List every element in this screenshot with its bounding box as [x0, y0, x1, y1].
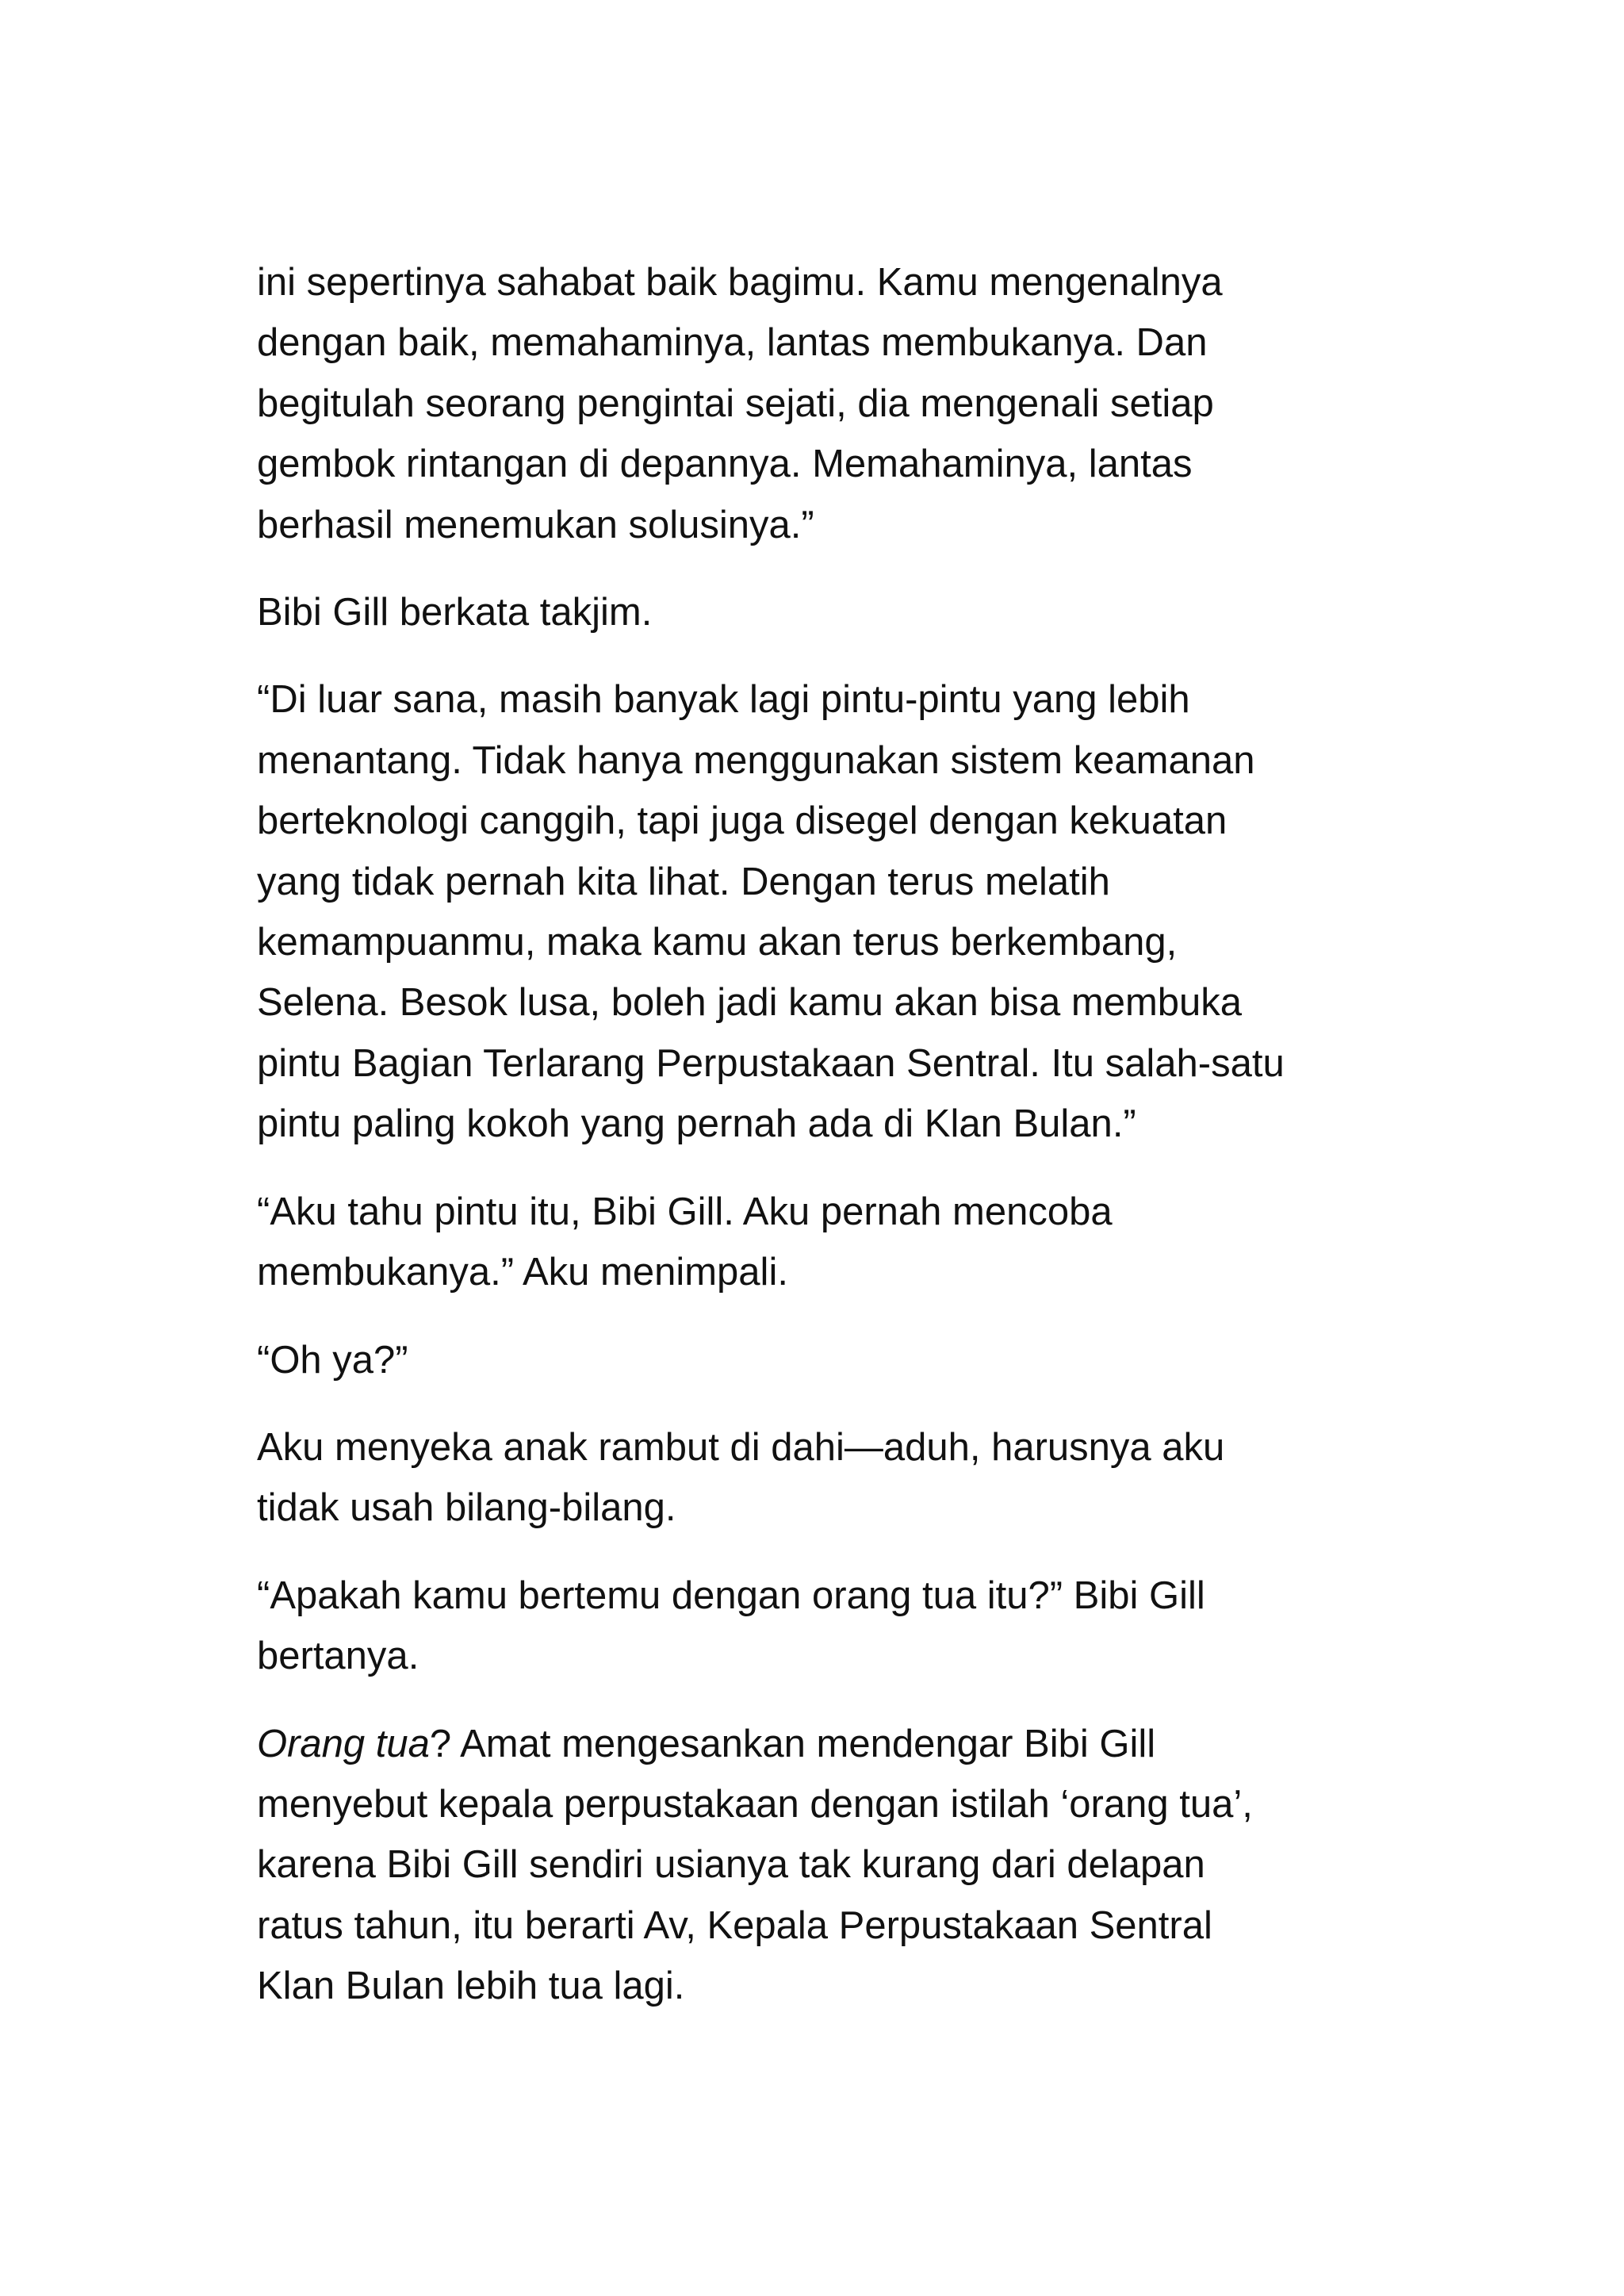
text-line: yang tidak pernah kita lihat. Dengan terus melatih — [257, 860, 1110, 903]
text-line: tidak usah bilang-bilang. — [257, 1486, 676, 1530]
paragraph-6 — [257, 1417, 1399, 1539]
text-span: ? Amat mengesankan mendengar Bibi Gill — [429, 1722, 1156, 1765]
text-line: ratus tahun, itu berarti Av, Kepala Perpustakaan Sentral — [257, 1903, 1212, 1947]
text-line: Selena. Besok lusa, boleh jadi kamu akan bisa membuka — [257, 981, 1243, 1025]
paragraph-4 — [257, 1182, 1399, 1303]
text-line: ini sepertinya sahabat baik bagimu. Kamu mengenalnya — [257, 261, 1223, 304]
text-line: karena Bibi Gill sendiri usianya tak kurang dari delapan — [257, 1843, 1205, 1887]
text-line: begitulah seorang pengintai sejati, dia mengenali setiap — [257, 381, 1214, 425]
text-line: pintu Bagian Terlarang Perpustakaan Sentral. Itu salah-satu — [257, 1041, 1285, 1085]
body-text — [257, 252, 1399, 2044]
text-line: bertanya. — [257, 1635, 419, 1678]
text-line: berhasil menemukan solusinya.” — [257, 503, 814, 546]
text-line: pintu paling kokoh yang pernah ada di Klan Bulan.” — [257, 1102, 1136, 1146]
text-line: “Di luar sana, masih banyak lagi pintu-pintu yang lebih — [257, 678, 1190, 722]
text-line: dengan baik, memahaminya, lantas membukanya. Dan — [257, 321, 1208, 365]
text-line: Bibi Gill berkata takjim. — [257, 591, 653, 634]
text-line: menantang. Tidak hanya menggunakan sistem keamanan — [257, 738, 1255, 782]
text-line: “Apakah kamu bertemu dengan orang tua itu?” Bibi Gill — [257, 1573, 1205, 1617]
paragraph-3 — [257, 669, 1399, 1154]
text-line: gembok rintangan di depannya. Memahaminya, lantas — [257, 443, 1193, 486]
text-line: “Oh ya?” — [257, 1338, 408, 1382]
text-line: Aku menyeka anak rambut di dahi—aduh, harusnya aku — [257, 1425, 1225, 1469]
paragraph-1 — [257, 252, 1399, 555]
paragraph-8 — [257, 1714, 1399, 2017]
text-line-mixed — [257, 1714, 1399, 1774]
text-line: Klan Bulan lebih tua lagi. — [257, 1964, 685, 2008]
paragraph-2 — [257, 582, 1399, 642]
text-line: berteknologi canggih, tapi juga disegel dengan kekuatan — [257, 799, 1228, 843]
paragraph-5 — [257, 1330, 1399, 1390]
text-line: membukanya.” Aku menimpali. — [257, 1251, 788, 1294]
paragraph-7 — [257, 1566, 1399, 1687]
italic-phrase: Orang tua — [257, 1722, 430, 1765]
text-line: “Aku tahu pintu itu, Bibi Gill. Aku pernah mencoba — [257, 1190, 1113, 1233]
text-line: menyebut kepala perpustakaan dengan istilah ‘orang tua’, — [257, 1782, 1253, 1826]
text-line: kemampuanmu, maka kamu akan terus berkembang, — [257, 921, 1178, 964]
